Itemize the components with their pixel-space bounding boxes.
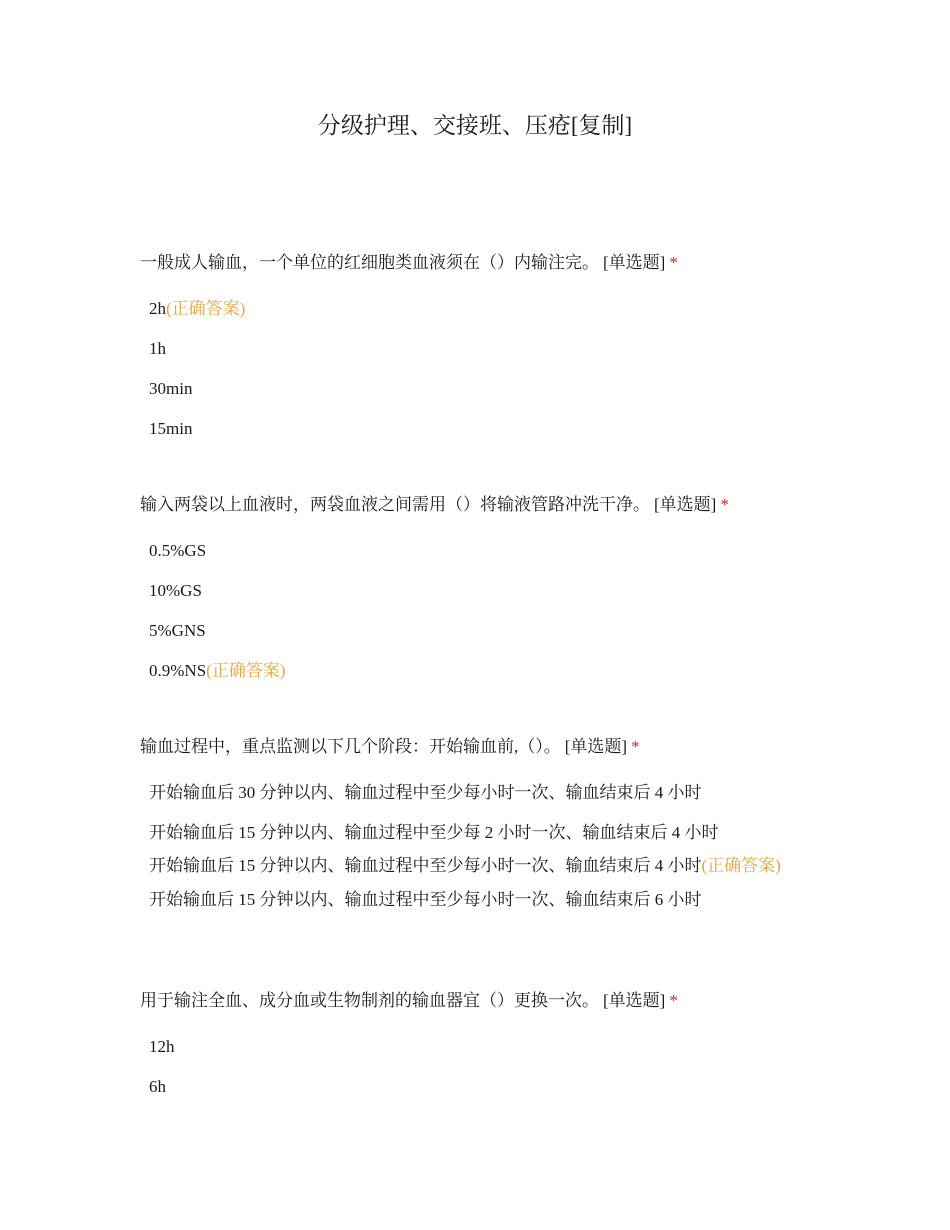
- option: [140, 579, 799, 603]
- option: [140, 337, 799, 361]
- required-mark: *: [669, 253, 678, 272]
- option: [140, 619, 799, 643]
- option: [140, 1035, 799, 1059]
- option-text: 30min: [149, 379, 193, 398]
- option: [140, 297, 799, 321]
- required-mark: *: [720, 495, 729, 514]
- question-stem: [140, 251, 820, 275]
- page-title: 分级护理、交接班、压疮[复制]: [317, 113, 633, 138]
- question-4: [140, 989, 820, 1099]
- option-list: [140, 539, 820, 683]
- question-type-label: [单选题]: [654, 495, 717, 514]
- option-text: 2h: [149, 299, 166, 318]
- required-mark: *: [631, 737, 640, 756]
- option-text: 6h: [149, 1077, 166, 1096]
- question-text: 输血过程中，重点监测以下几个阶段：开始输血前,（）。: [140, 737, 561, 756]
- option: [140, 377, 799, 401]
- question-stem: [140, 493, 820, 517]
- option-list: [140, 1035, 820, 1099]
- option-text: 1h: [149, 339, 166, 358]
- question-text: 用于输注全血、成分血或生物制剂的输血器宜（）更换一次。: [140, 991, 599, 1010]
- question-type-label: [单选题]: [603, 253, 666, 272]
- question-2: [140, 493, 820, 683]
- option-text: 5%GNS: [149, 621, 206, 640]
- option: [140, 539, 799, 563]
- question-3: [140, 735, 820, 912]
- option-text: 10%GS: [149, 581, 202, 600]
- option-text: 12h: [149, 1037, 175, 1056]
- question-text: 输入两袋以上血液时，两袋血液之间需用（）将输液管路冲洗干净。: [140, 495, 650, 514]
- question-type-label: [单选题]: [603, 991, 666, 1010]
- option-text: 0.9%NS: [149, 661, 207, 680]
- option-list: [140, 297, 820, 441]
- correct-answer-label: (正确答案): [206, 661, 286, 680]
- option: [140, 781, 799, 805]
- question-text: 一般成人输血，一个单位的红细胞类血液须在（）内输注完。: [140, 253, 599, 272]
- correct-answer-label: (正确答案): [166, 299, 246, 318]
- option: [140, 888, 799, 912]
- option-text: 开始输血后 15 分钟以内、输血过程中至少每小时一次、输血结束后 4 小时: [149, 856, 702, 875]
- option-text: 开始输血后 30 分钟以内、输血过程中至少每小时一次、输血结束后 4 小时: [149, 783, 702, 802]
- question-stem: [140, 989, 820, 1013]
- option: [140, 1075, 799, 1099]
- option: [140, 854, 799, 878]
- option-text: 开始输血后 15 分钟以内、输血过程中至少每小时一次、输血结束后 6 小时: [149, 890, 702, 909]
- option-text: 开始输血后 15 分钟以内、输血过程中至少每 2 小时一次、输血结束后 4 小时: [149, 823, 719, 842]
- question-stem: [140, 735, 820, 759]
- option-text: 0.5%GS: [149, 541, 207, 560]
- option: [140, 417, 799, 441]
- required-mark: *: [669, 991, 678, 1010]
- question-1: [140, 251, 820, 441]
- option: [140, 659, 799, 683]
- option-text: 15min: [149, 419, 193, 438]
- question-type-label: [单选题]: [564, 737, 628, 756]
- option-list: [140, 781, 820, 912]
- correct-answer-label: (正确答案): [701, 856, 781, 875]
- option: [140, 821, 799, 845]
